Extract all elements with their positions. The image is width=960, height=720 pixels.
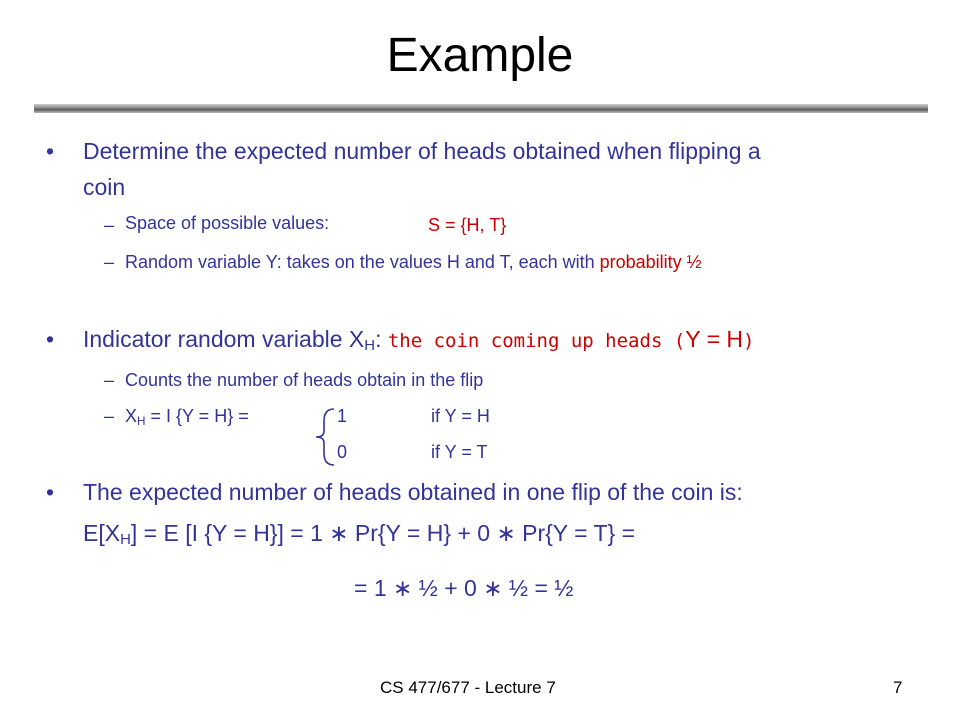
expectation-result: = 1 ∗ ½ + 0 ∗ ½ = ½: [354, 575, 574, 601]
title-divider: [34, 104, 928, 113]
indicator-condition: Y = H: [685, 326, 744, 352]
left-brace-icon: [314, 407, 336, 467]
definition-prefix: X: [125, 406, 138, 426]
sample-space-value: S = {H, T}: [428, 215, 507, 235]
dash-marker: –: [104, 370, 115, 390]
probability-text: probability ½: [599, 252, 702, 272]
dash-marker: –: [104, 215, 115, 235]
footer-course: CS 477/677 - Lecture 7: [380, 678, 556, 697]
bullet1-line1: Determine the expected number of heads obtained when flipping a: [83, 138, 761, 164]
page-number: 7: [893, 678, 903, 697]
equation-rest: ] = E [I {Y = H}] = 1 ∗ Pr{Y = H} + 0 ∗ Pr{Y = T} =: [130, 520, 636, 546]
bullet-marker: •: [46, 138, 55, 164]
indicator-subscript: H: [364, 337, 376, 354]
counts-line: Counts the number of heads obtain in the flip: [125, 370, 484, 390]
equation-subscript: H: [120, 531, 131, 548]
case2-value: 0: [337, 442, 348, 462]
bullet-marker: •: [46, 326, 55, 352]
slide-title: Example: [386, 29, 574, 82]
expectation-equation: [83, 520, 635, 548]
indicator-event: the coin coming up heads (: [387, 330, 686, 352]
dash-marker: –: [104, 252, 115, 272]
equation-prefix: E[X: [83, 520, 121, 546]
case2-condition: if Y = T: [431, 442, 488, 462]
random-variable-line: [125, 252, 702, 273]
bullet2-line: [83, 326, 754, 354]
indicator-colon: :: [375, 326, 388, 352]
indicator-close: ): [743, 330, 755, 352]
bullet-marker: •: [46, 479, 55, 505]
dash-marker: –: [104, 406, 115, 426]
definition-rest: = I {Y = H} =: [145, 406, 249, 426]
definition-subscript: H: [137, 415, 146, 428]
sample-space-label: Space of possible values:: [125, 213, 330, 233]
case1-value: 1: [337, 406, 348, 426]
indicator-definition: [125, 406, 249, 428]
random-variable-text: Random variable Y: takes on the values H and T, each with: [125, 252, 600, 272]
bullet3-line1: The expected number of heads obtained in one flip of the coin is:: [83, 479, 743, 505]
indicator-prefix: Indicator random variable X: [83, 326, 365, 352]
case1-condition: if Y = H: [431, 406, 490, 426]
bullet1-line2: coin: [83, 174, 126, 200]
